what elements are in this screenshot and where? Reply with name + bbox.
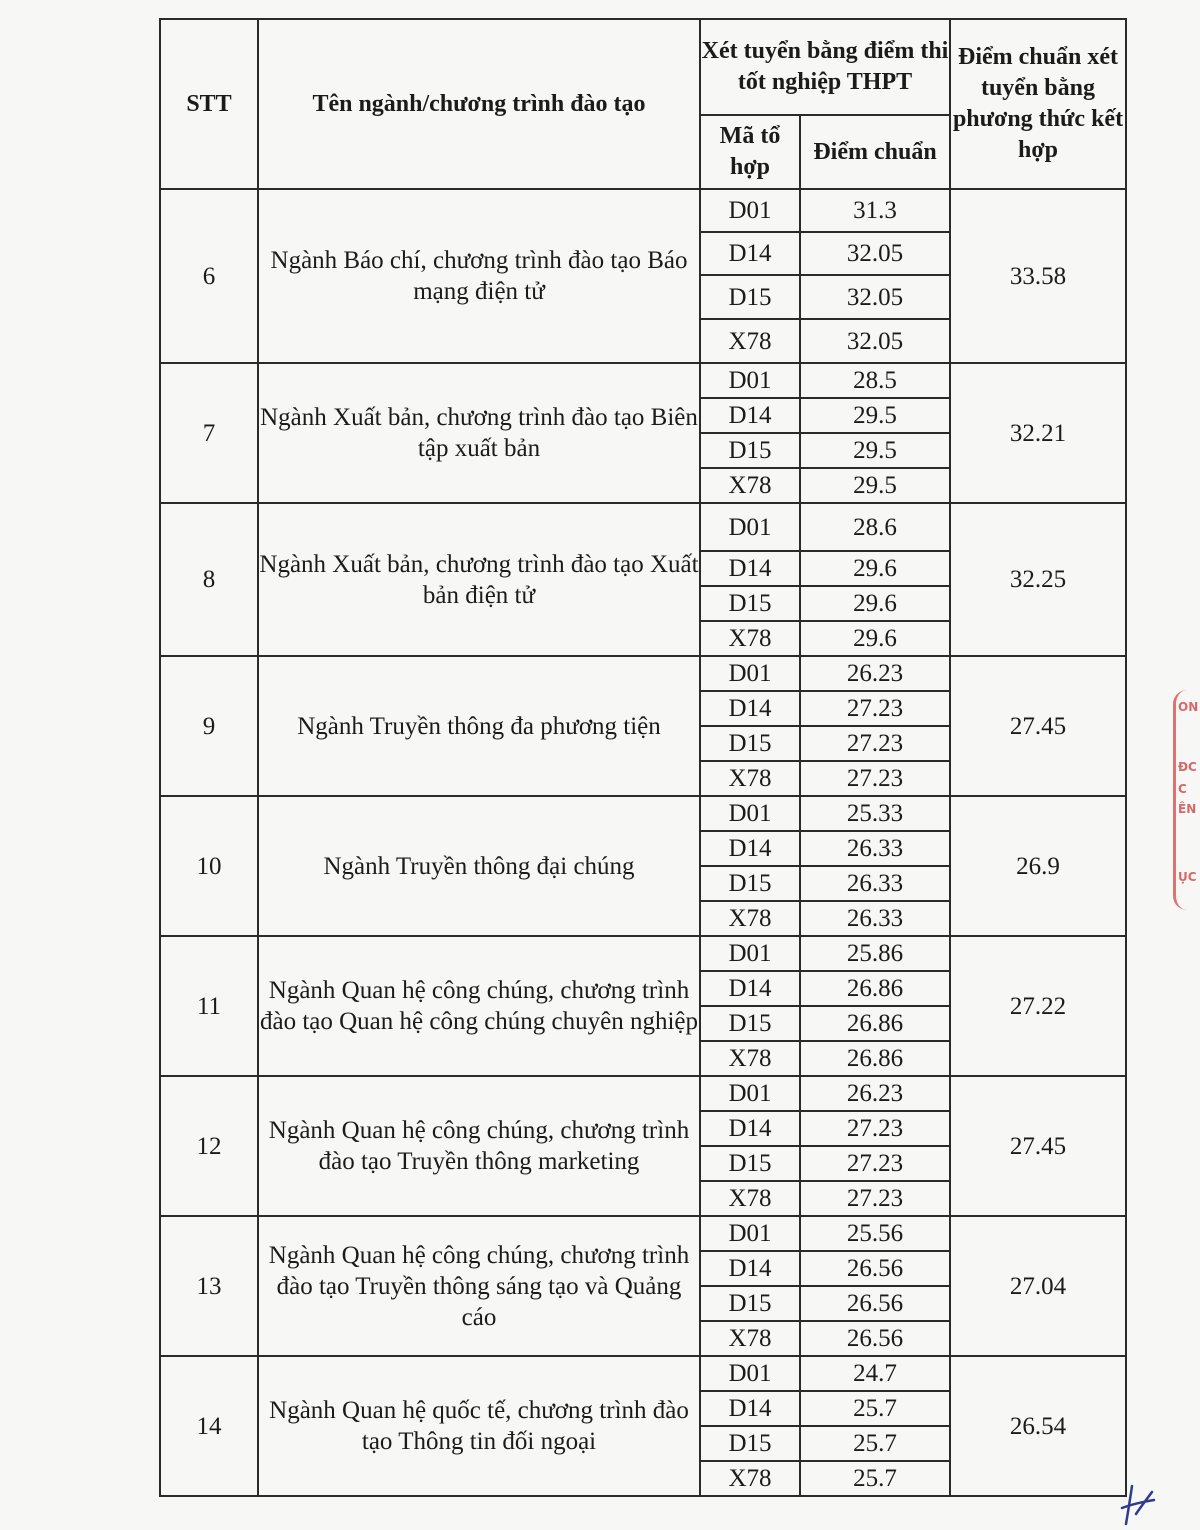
cell-thpt-score: 26.56 <box>800 1251 950 1286</box>
cell-thpt-score: 27.23 <box>800 1111 950 1146</box>
cell-combo-code: D14 <box>700 232 800 275</box>
cell-thpt-score: 25.7 <box>800 1391 950 1426</box>
cell-combo-code: D15 <box>700 586 800 621</box>
cell-combo-code: X78 <box>700 901 800 936</box>
cell-combo-code: D15 <box>700 1426 800 1461</box>
cell-thpt-score: 29.6 <box>800 586 950 621</box>
cell-combo-code: D14 <box>700 831 800 866</box>
cell-thpt-score: 26.56 <box>800 1286 950 1321</box>
cell-combined-score: 27.45 <box>950 656 1126 796</box>
cell-combo-code: D15 <box>700 275 800 319</box>
cell-thpt-score: 25.7 <box>800 1461 950 1496</box>
admission-score-table <box>159 18 1127 1497</box>
cell-stt: 14 <box>160 1356 258 1496</box>
cell-combo-code: D15 <box>700 726 800 761</box>
cell-stt: 13 <box>160 1216 258 1356</box>
cell-combo-code: D15 <box>700 1286 800 1321</box>
cell-combo-code: X78 <box>700 319 800 363</box>
cell-combo-code: D14 <box>700 1391 800 1426</box>
cell-thpt-score: 31.3 <box>800 189 950 232</box>
cell-stt: 9 <box>160 656 258 796</box>
cell-thpt-score: 26.86 <box>800 1041 950 1076</box>
cell-program-name: Ngành Xuất bản, chương trình đào tạo Xuất bản điện tử <box>258 503 700 656</box>
cell-thpt-score: 28.5 <box>800 363 950 398</box>
table-row <box>160 1216 1126 1251</box>
cell-thpt-score: 25.86 <box>800 936 950 971</box>
cell-thpt-score: 29.5 <box>800 468 950 503</box>
cell-thpt-score: 27.23 <box>800 691 950 726</box>
cell-program-name: Ngành Truyền thông đại chúng <box>258 796 700 936</box>
cell-thpt-score: 32.05 <box>800 275 950 319</box>
cell-combo-code: D01 <box>700 796 800 831</box>
cell-combo-code: D14 <box>700 1111 800 1146</box>
red-stamp-fragment <box>1173 690 1200 910</box>
cell-thpt-score: 28.6 <box>800 503 950 551</box>
cell-program-name: Ngành Quan hệ công chúng, chương trình đào tạo Truyền thông marketing <box>258 1076 700 1216</box>
header-thpt-score: Điểm chuẩn <box>800 115 950 189</box>
cell-combo-code: X78 <box>700 1321 800 1356</box>
cell-combo-code: D14 <box>700 1251 800 1286</box>
cell-thpt-score: 25.56 <box>800 1216 950 1251</box>
cell-stt: 7 <box>160 363 258 503</box>
stamp-text: ON <box>1178 700 1199 714</box>
table-row <box>160 503 1126 551</box>
cell-thpt-score: 26.33 <box>800 901 950 936</box>
cell-combined-score: 27.04 <box>950 1216 1126 1356</box>
cell-thpt-score: 32.05 <box>800 232 950 275</box>
header-thpt-group: Xét tuyển bằng điểm thi tốt nghiệp THPT <box>700 19 950 115</box>
cell-combo-code: D01 <box>700 656 800 691</box>
table-row <box>160 796 1126 831</box>
cell-combo-code: X78 <box>700 761 800 796</box>
cell-stt: 8 <box>160 503 258 656</box>
table-row <box>160 363 1126 398</box>
stamp-text: C <box>1178 782 1187 796</box>
cell-thpt-score: 24.7 <box>800 1356 950 1391</box>
cell-thpt-score: 29.6 <box>800 621 950 656</box>
table-body <box>160 189 1126 1496</box>
cell-thpt-score: 27.23 <box>800 726 950 761</box>
cell-combo-code: D14 <box>700 691 800 726</box>
cell-combo-code: X78 <box>700 1461 800 1496</box>
table-row <box>160 656 1126 691</box>
header-stt: STT <box>160 19 258 189</box>
cell-program-name: Ngành Truyền thông đa phương tiện <box>258 656 700 796</box>
cell-combo-code: D15 <box>700 433 800 468</box>
cell-program-name: Ngành Báo chí, chương trình đào tạo Báo mạng điện tử <box>258 189 700 363</box>
cell-thpt-score: 27.23 <box>800 1146 950 1181</box>
cell-stt: 12 <box>160 1076 258 1216</box>
cell-combo-code: D14 <box>700 971 800 1006</box>
cell-combo-code: D01 <box>700 1356 800 1391</box>
cell-combo-code: D01 <box>700 936 800 971</box>
cell-combo-code: D14 <box>700 398 800 433</box>
cell-combined-score: 32.25 <box>950 503 1126 656</box>
cell-thpt-score: 26.86 <box>800 971 950 1006</box>
cell-combined-score: 27.45 <box>950 1076 1126 1216</box>
cell-combo-code: D15 <box>700 866 800 901</box>
cell-thpt-score: 27.23 <box>800 1181 950 1216</box>
cell-thpt-score: 26.86 <box>800 1006 950 1041</box>
cell-program-name: Ngành Quan hệ công chúng, chương trình đào tạo Truyền thông sáng tạo và Quảng cáo <box>258 1216 700 1356</box>
table-row <box>160 936 1126 971</box>
stamp-text: ỤC <box>1178 870 1197 884</box>
cell-combined-score: 27.22 <box>950 936 1126 1076</box>
cell-thpt-score: 25.33 <box>800 796 950 831</box>
cell-combo-code: X78 <box>700 621 800 656</box>
cell-combo-code: D15 <box>700 1006 800 1041</box>
cell-combo-code: D01 <box>700 1076 800 1111</box>
cell-combo-code: D15 <box>700 1146 800 1181</box>
table-row <box>160 1356 1126 1391</box>
cell-program-name: Ngành Quan hệ quốc tế, chương trình đào tạo Thông tin đối ngoại <box>258 1356 700 1496</box>
cell-thpt-score: 26.56 <box>800 1321 950 1356</box>
cell-combined-score: 33.58 <box>950 189 1126 363</box>
table-row <box>160 189 1126 232</box>
table-row <box>160 1076 1126 1111</box>
cell-combined-score: 32.21 <box>950 363 1126 503</box>
cell-combo-code: D01 <box>700 503 800 551</box>
header-combined-score: Điểm chuẩn xét tuyển bằng phương thức kết hợp <box>950 19 1126 189</box>
cell-stt: 6 <box>160 189 258 363</box>
cell-combo-code: X78 <box>700 1181 800 1216</box>
cell-program-name: Ngành Xuất bản, chương trình đào tạo Biên tập xuất bản <box>258 363 700 503</box>
cell-stt: 10 <box>160 796 258 936</box>
cell-combined-score: 26.9 <box>950 796 1126 936</box>
cell-combo-code: D01 <box>700 1216 800 1251</box>
cell-combo-code: D01 <box>700 363 800 398</box>
cell-combo-code: X78 <box>700 468 800 503</box>
cell-combo-code: D14 <box>700 551 800 586</box>
header-combo-code: Mã tổ hợp <box>700 115 800 189</box>
cell-thpt-score: 26.33 <box>800 831 950 866</box>
stamp-text: ĐC <box>1178 760 1197 774</box>
cell-thpt-score: 29.6 <box>800 551 950 586</box>
cell-stt: 11 <box>160 936 258 1076</box>
stamp-text: ÊN <box>1178 802 1197 816</box>
cell-thpt-score: 26.23 <box>800 1076 950 1111</box>
cell-program-name: Ngành Quan hệ công chúng, chương trình đào tạo Quan hệ công chúng chuyên nghiệp <box>258 936 700 1076</box>
cell-thpt-score: 29.5 <box>800 398 950 433</box>
cell-thpt-score: 25.7 <box>800 1426 950 1461</box>
signature-mark <box>1118 1478 1158 1526</box>
cell-thpt-score: 27.23 <box>800 761 950 796</box>
cell-combo-code: D01 <box>700 189 800 232</box>
cell-thpt-score: 29.5 <box>800 433 950 468</box>
cell-thpt-score: 32.05 <box>800 319 950 363</box>
cell-combined-score: 26.54 <box>950 1356 1126 1496</box>
cell-thpt-score: 26.33 <box>800 866 950 901</box>
cell-thpt-score: 26.23 <box>800 656 950 691</box>
cell-combo-code: X78 <box>700 1041 800 1076</box>
header-program-name: Tên ngành/chương trình đào tạo <box>258 19 700 189</box>
